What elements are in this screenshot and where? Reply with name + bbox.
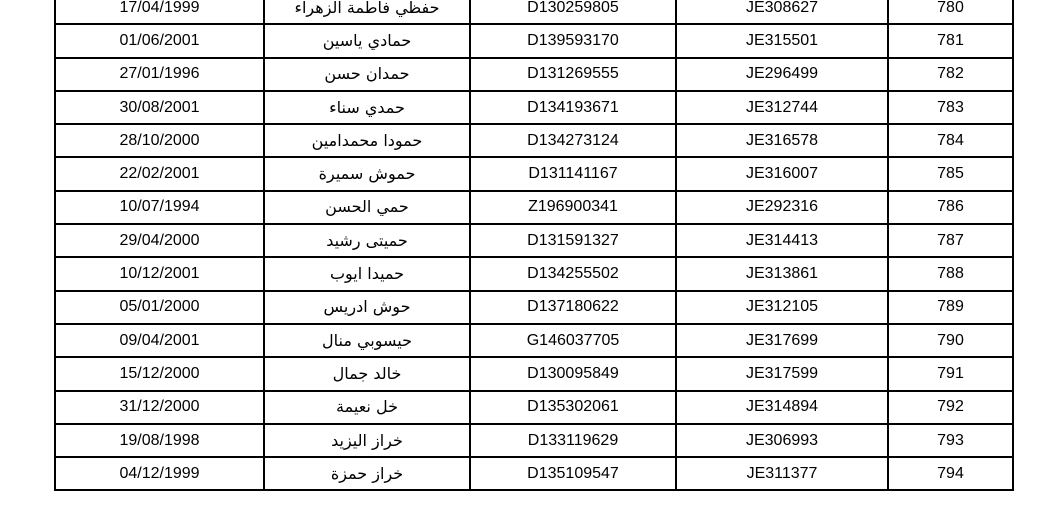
table-row bbox=[55, 157, 1013, 190]
id-card-number-cell: D137180622 bbox=[470, 291, 676, 324]
registration-code-cell: JE316578 bbox=[676, 124, 888, 157]
table-row bbox=[55, 24, 1013, 57]
full-name-cell: حمادي ياسين bbox=[264, 24, 470, 57]
row-number-cell: 787 bbox=[888, 224, 1013, 257]
row-number-cell: 792 bbox=[888, 391, 1013, 424]
table-row bbox=[55, 124, 1013, 157]
registration-code-cell: JE314894 bbox=[676, 391, 888, 424]
full-name-cell: حموش سميرة bbox=[264, 157, 470, 190]
table-row bbox=[55, 91, 1013, 124]
birth-date-cell: 10/07/1994 bbox=[55, 191, 264, 224]
row-number-cell: 785 bbox=[888, 157, 1013, 190]
full-name-cell: خراز حمزة bbox=[264, 457, 470, 490]
registration-code-cell: JE317599 bbox=[676, 357, 888, 390]
registration-code-cell: JE312105 bbox=[676, 291, 888, 324]
row-number-cell: 789 bbox=[888, 291, 1013, 324]
table-row bbox=[55, 391, 1013, 424]
row-number-cell: 794 bbox=[888, 457, 1013, 490]
id-card-number-cell: D134193671 bbox=[470, 91, 676, 124]
row-number-cell: 783 bbox=[888, 91, 1013, 124]
table-row bbox=[55, 0, 1013, 24]
id-card-number-cell: D139593170 bbox=[470, 24, 676, 57]
registration-code-cell: JE313861 bbox=[676, 257, 888, 290]
birth-date-cell: 01/06/2001 bbox=[55, 24, 264, 57]
id-card-number-cell: D134273124 bbox=[470, 124, 676, 157]
row-number-cell: 790 bbox=[888, 324, 1013, 357]
candidates-table bbox=[54, 0, 1014, 491]
birth-date-cell: 31/12/2000 bbox=[55, 391, 264, 424]
row-number-cell: 791 bbox=[888, 357, 1013, 390]
birth-date-cell: 09/04/2001 bbox=[55, 324, 264, 357]
row-number-cell: 780 bbox=[888, 0, 1013, 24]
full-name-cell: حيسوبي منال bbox=[264, 324, 470, 357]
birth-date-cell: 19/08/1998 bbox=[55, 424, 264, 457]
id-card-number-cell: D130259805 bbox=[470, 0, 676, 24]
full-name-cell: خل نعيمة bbox=[264, 391, 470, 424]
id-card-number-cell: G146037705 bbox=[470, 324, 676, 357]
birth-date-cell: 29/04/2000 bbox=[55, 224, 264, 257]
id-card-number-cell: D131141167 bbox=[470, 157, 676, 190]
registration-code-cell: JE311377 bbox=[676, 457, 888, 490]
full-name-cell: حوش ادريس bbox=[264, 291, 470, 324]
birth-date-cell: 22/02/2001 bbox=[55, 157, 264, 190]
registration-code-cell: JE315501 bbox=[676, 24, 888, 57]
birth-date-cell: 04/12/1999 bbox=[55, 457, 264, 490]
birth-date-cell: 17/04/1999 bbox=[55, 0, 264, 24]
birth-date-cell: 28/10/2000 bbox=[55, 124, 264, 157]
table-row bbox=[55, 224, 1013, 257]
id-card-number-cell: D135302061 bbox=[470, 391, 676, 424]
id-card-number-cell: D131591327 bbox=[470, 224, 676, 257]
id-card-number-cell: D131269555 bbox=[470, 58, 676, 91]
full-name-cell: حمودا محمدامين bbox=[264, 124, 470, 157]
full-name-cell: حميدا ايوب bbox=[264, 257, 470, 290]
registration-code-cell: JE316007 bbox=[676, 157, 888, 190]
table-row bbox=[55, 324, 1013, 357]
id-card-number-cell: D130095849 bbox=[470, 357, 676, 390]
table-row bbox=[55, 58, 1013, 91]
birth-date-cell: 05/01/2000 bbox=[55, 291, 264, 324]
registration-code-cell: JE308627 bbox=[676, 0, 888, 24]
full-name-cell: خالد جمال bbox=[264, 357, 470, 390]
row-number-cell: 793 bbox=[888, 424, 1013, 457]
id-card-number-cell: Z196900341 bbox=[470, 191, 676, 224]
full-name-cell: حمدي سناء bbox=[264, 91, 470, 124]
registration-code-cell: JE296499 bbox=[676, 58, 888, 91]
table-row bbox=[55, 257, 1013, 290]
registration-code-cell: JE317699 bbox=[676, 324, 888, 357]
full-name-cell: حمي الحسن bbox=[264, 191, 470, 224]
row-number-cell: 782 bbox=[888, 58, 1013, 91]
row-number-cell: 784 bbox=[888, 124, 1013, 157]
full-name-cell: حفظي فاطمة الزهراء bbox=[264, 0, 470, 24]
registration-code-cell: JE306993 bbox=[676, 424, 888, 457]
full-name-cell: خراز اليزيد bbox=[264, 424, 470, 457]
birth-date-cell: 10/12/2001 bbox=[55, 257, 264, 290]
registration-code-cell: JE314413 bbox=[676, 224, 888, 257]
id-card-number-cell: D134255502 bbox=[470, 257, 676, 290]
full-name-cell: حميتى رشيد bbox=[264, 224, 470, 257]
table-row bbox=[55, 291, 1013, 324]
registration-code-cell: JE292316 bbox=[676, 191, 888, 224]
table-row bbox=[55, 191, 1013, 224]
id-card-number-cell: D135109547 bbox=[470, 457, 676, 490]
birth-date-cell: 15/12/2000 bbox=[55, 357, 264, 390]
table-row bbox=[55, 357, 1013, 390]
id-card-number-cell: D133119629 bbox=[470, 424, 676, 457]
table-row bbox=[55, 424, 1013, 457]
birth-date-cell: 27/01/1996 bbox=[55, 58, 264, 91]
birth-date-cell: 30/08/2001 bbox=[55, 91, 264, 124]
registration-code-cell: JE312744 bbox=[676, 91, 888, 124]
row-number-cell: 788 bbox=[888, 257, 1013, 290]
row-number-cell: 781 bbox=[888, 24, 1013, 57]
table-row bbox=[55, 457, 1013, 490]
full-name-cell: حمدان حسن bbox=[264, 58, 470, 91]
row-number-cell: 786 bbox=[888, 191, 1013, 224]
